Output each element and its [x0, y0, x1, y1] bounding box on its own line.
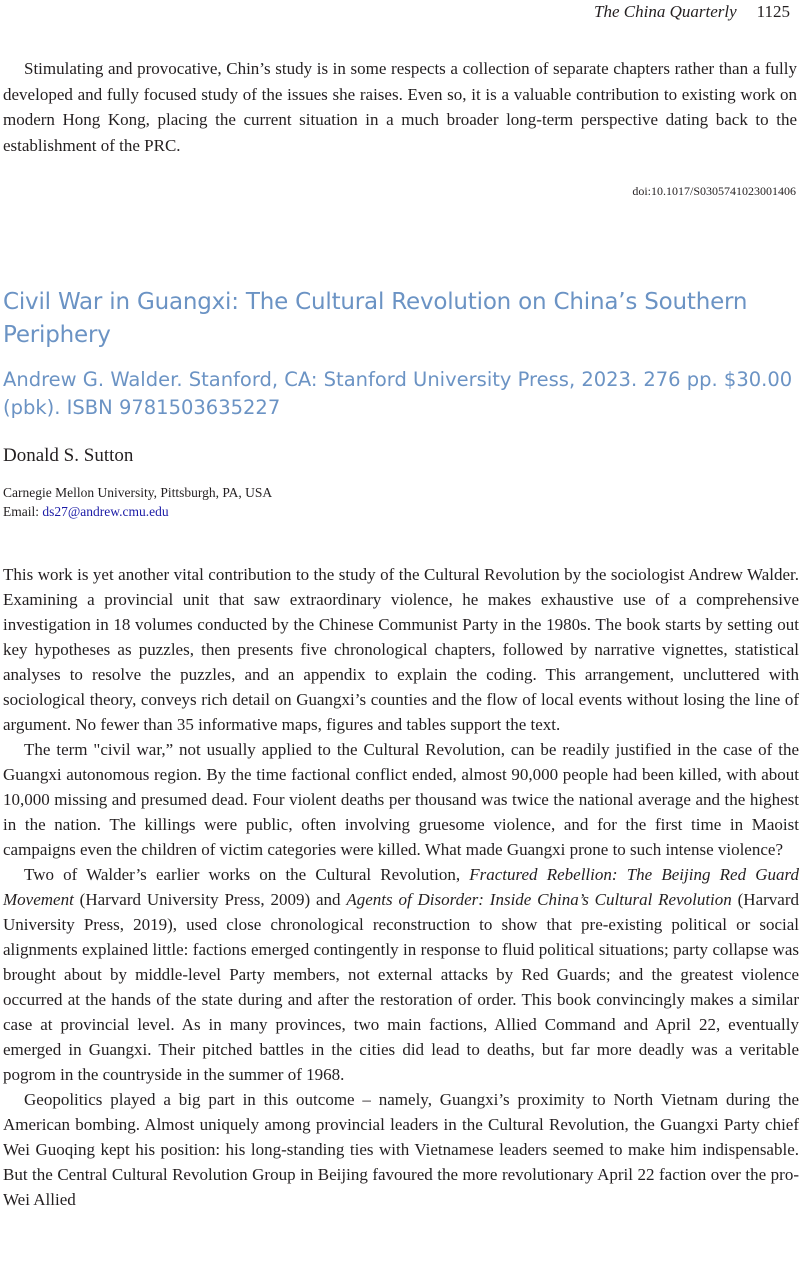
review-body: [3, 562, 799, 1212]
previous-review-paragraph: Stimulating and provocative, Chin’s study is in some respects a collection of separate chapters rather than a fully developed and fully focused study of the issues she raises. Even so, it is a valuable contribution to existing work on modern Hong Kong, placing the current situation in a much broader long-term perspective dating back to the establishment of the PRC.: [3, 59, 797, 155]
book-title-agents-of-disorder: Agents of Disorder: Inside China’s Cultural Revolution: [346, 890, 732, 909]
reviewer-affiliation-block: [3, 483, 272, 521]
reviewer-name: Donald S. Sutton: [3, 445, 134, 466]
journal-name: The China Quarterly: [594, 2, 737, 21]
paragraph-2: The term "civil war,” not usually applied to the Cultural Revolution, can be readily justified in the case of the Guangxi autonomous region. By the time factional conflict ended, almost 90,000 people had been killed, with about 10,000 missing and presumed dead. Four violent deaths per thousand was twice the national average and the highest in the nation. The killings were public, often involving gruesome violence, and for the first time in Maoist campaigns even the children of victim categories were killed. What made Guangxi prone to such intense violence?: [3, 740, 799, 859]
doi: doi:10.1017/S0305741023001406: [632, 184, 796, 198]
paragraph-3-text-b: (Harvard University Press, 2009) and: [73, 890, 347, 909]
paragraph-1: This work is yet another vital contribution to the study of the Cultural Revolution by the sociologist Andrew Walder. Examining a provincial unit that saw extraordinary violence, he makes exhaustive use of a comprehensive investigation in 18 volumes conducted by the Chinese Communist Party in the 1980s. The book starts by setting out key hypotheses as puzzles, then presents five chronological chapters, followed by narrative vignettes, statistical analyses to resolve the puzzles, and an appendix to explain the coding. This arrangement, uncluttered with sociological theory, conveys rich detail on Guangxi’s counties and the flow of local events without losing the line of argument. No fewer than 35 informative maps, figures and tables support the text.: [3, 565, 799, 734]
book-publication-info: Andrew G. Walder. Stanford, CA: Stanford University Press, 2023. 276 pp. $30.00 (pbk). ISBN 9781503635227: [3, 368, 793, 419]
email-label: Email:: [3, 504, 39, 519]
email-link[interactable]: ds27@andrew.cmu.edu: [42, 504, 169, 519]
reviewer-affiliation: Carnegie Mellon University, Pittsburgh, PA, USA: [3, 485, 273, 500]
paragraph-4: Geopolitics played a big part in this outcome – namely, Guangxi’s proximity to North Vietnam during the American bombing. Almost uniquely among provincial leaders in the Cultural Revolution, the Guangxi Party chief Wei Guoqing kept his position: his long-standing ties with Vietnamese leaders seemed to make him indispensable. But the Central Cultural Revolution Group in Beijing favoured the more revolutionary April 22 faction over the pro-Wei Allied: [3, 1090, 799, 1209]
previous-review-ending: [3, 56, 797, 158]
book-title-fractured-rebellion: Fractured Rebellion: The Beijing Red Guard Movement: [3, 865, 799, 909]
paragraph-3: [3, 862, 799, 1087]
running-head: [594, 0, 790, 24]
page-number: 1125: [756, 2, 790, 21]
reviewer-email-line: [3, 502, 272, 521]
paragraph-3-text-a: Two of Walder’s earlier works on the Cultural Revolution,: [24, 865, 470, 884]
paragraph-3-text-c: (Harvard University Press, 2019), used close chronological reconstruction to show that pre-existing political or social alignments explained little: factions emerged contingently in response to fluid political situations; party collapse was brought about by middle-level Party members, not external attacks by Red Guards; and the greatest violence occurred at the hands of the state during and after the restoration of order. This book convincingly makes a similar case at provincial level. As in many provinces, two main factions, Allied Command and April 22, eventually emerged in Guangxi. Their pitched battles in the cities did lead to deaths, but far more deadly was a veritable pogrom in the countryside in the summer of 1968.: [3, 890, 799, 1084]
review-title: Civil War in Guangxi: The Cultural Revolution on China’s Southern Periphery: [3, 289, 748, 348]
